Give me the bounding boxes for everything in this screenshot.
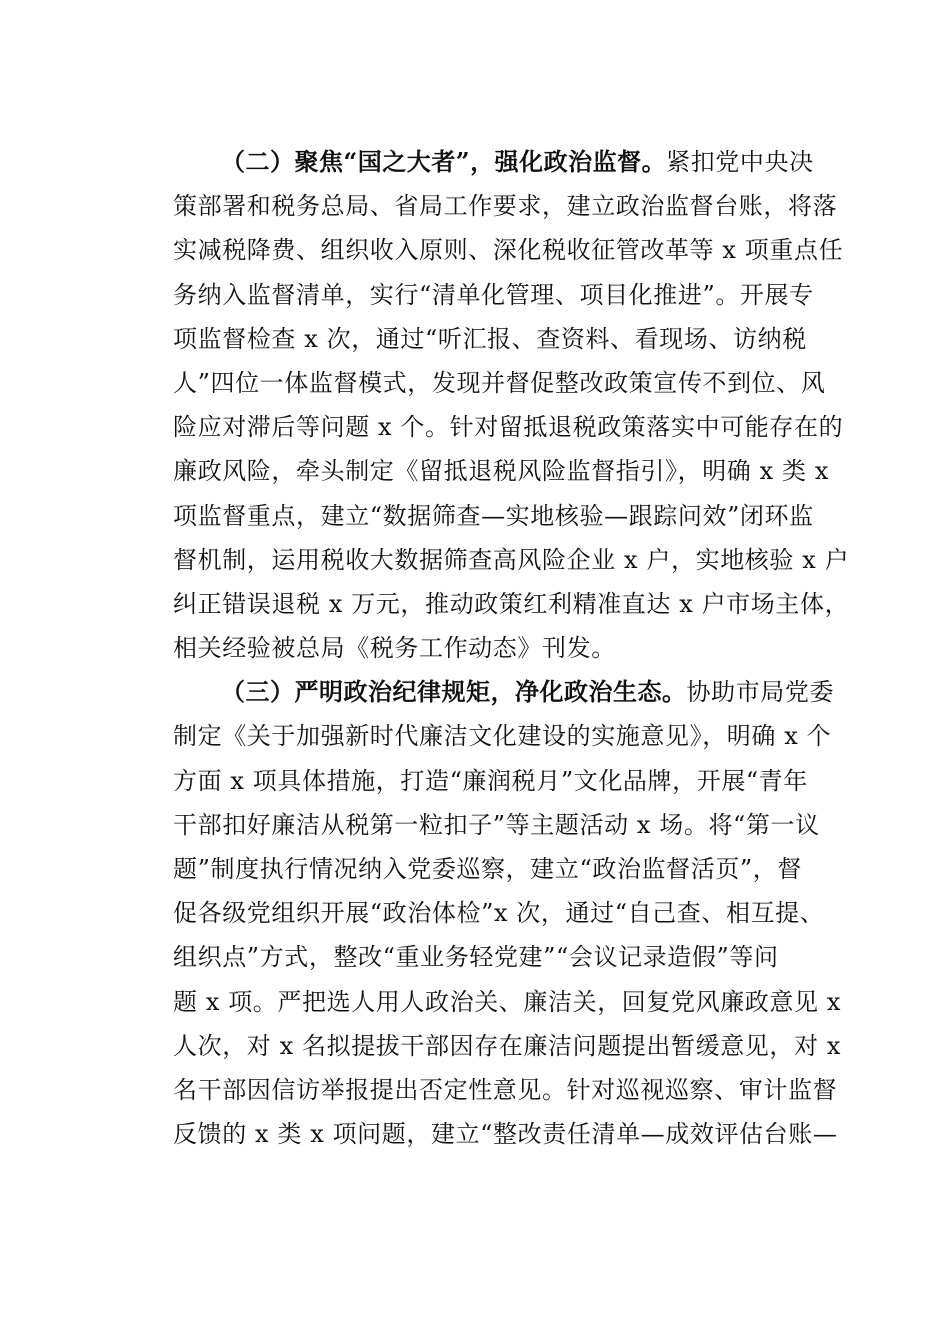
text-line: 紧扣党中央决 <box>666 148 814 176</box>
text-line: 相关经验被总局《税务工作动态》刊发。 <box>173 634 616 663</box>
text-line: 纠正错误退税 x 万元，推动政策红利精准直达 x 户市场主体， <box>173 589 850 618</box>
text-line: 廉政风险，牵头制定《留抵退税风险监督指引》，明确 x 类 x <box>173 457 829 486</box>
paragraph-first-line <box>173 140 833 184</box>
text-line: 人次，对 x 名拟提拔干部因存在廉洁问题提出暂缓意见，对 x <box>173 1031 841 1060</box>
text-line: 制定《关于加强新时代廉洁文化建设的实施意见》，明确 x 个 <box>173 722 832 751</box>
text-line: 方面 x 项具体措施，打造“廉润税月”文化品牌，开展“青年 <box>173 766 808 795</box>
text-line: 项监督检查 x 次，通过“听汇报、查资料、看现场、访纳税 <box>173 324 807 353</box>
text-line: 实减税降费、组织收入原则、深化税收征管改革等 x 项重点任 <box>173 236 844 265</box>
document-body <box>173 140 850 1156</box>
text-line: 协助市局党委 <box>686 678 835 707</box>
paragraph-first-line <box>173 670 833 714</box>
section-heading: （二）聚焦“国之大者”，强化政治监督。 <box>221 147 667 176</box>
text-line: 督机制，运用税收大数据筛查高风险企业 x 户，实地核验 x 户 <box>173 545 850 574</box>
text-line: 项监督重点，建立“数据筛查—实地核验—跟踪问效”闭环监 <box>173 501 814 530</box>
text-line: 人”四位一体监督模式，发现并督促整改政策宣传不到位、风 <box>173 368 826 397</box>
text-line: 名干部因信访举报提出否定性意见。针对巡视巡察、审计监督 <box>173 1075 838 1104</box>
text-line: 险应对滞后等问题 x 个。针对留抵退税政策落实中可能存在的 <box>173 413 844 442</box>
text-line: 题”制度执行情况纳入党委巡察，建立“政治监督活页”，督 <box>173 855 803 883</box>
section-heading: （三）严明政治纪律规矩，净化政治生态。 <box>221 677 687 707</box>
text-line: 反馈的 x 类 x 项问题，建立“整改责任清单—成效评估台账— <box>173 1120 838 1149</box>
text-line: 题 x 项。严把选人用人政治关、廉洁关，回复党风廉政意见 x <box>173 987 841 1016</box>
text-line: 务纳入监督清单，实行“清单化管理、项目化推进”。开展专 <box>173 280 814 309</box>
text-line: 策部署和税务总局、省局工作要求，建立政治监督台账，将落 <box>173 192 838 221</box>
text-line: 促各级党组织开展“政治体检”x 次，通过“自己查、相互提、 <box>173 899 825 928</box>
text-line: 干部扣好廉洁从税第一粒扣子”等主题活动 x 场。将“第一议 <box>173 810 820 839</box>
text-line: 组织点”方式，整改“重业务轻党建”“会议记录造假”等问 <box>173 943 779 972</box>
